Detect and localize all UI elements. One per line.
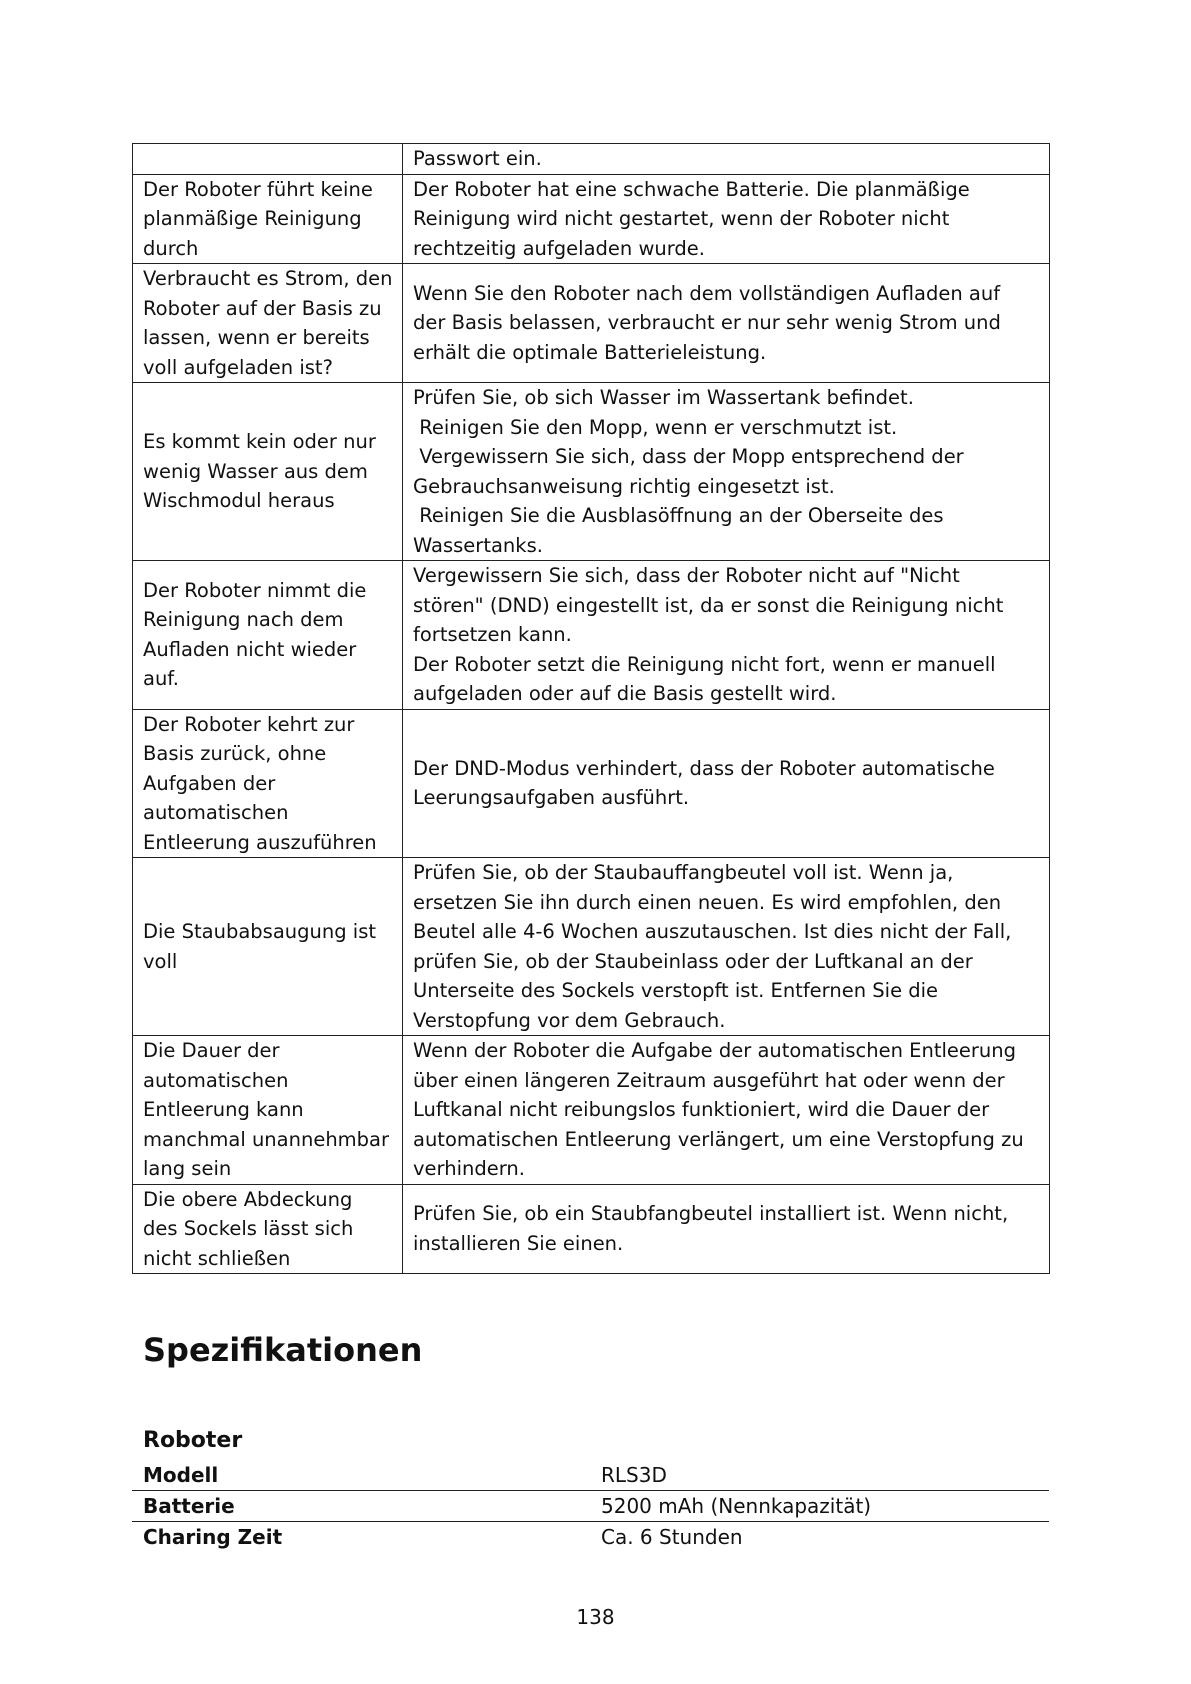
solution-line: Der Roboter hat eine schwache Batterie. Die planmäßige [413,177,970,201]
problem-line: Der Roboter kehrt zur [143,712,355,736]
problem-line: Roboter auf der Basis zu [143,296,382,320]
solution-line: verhindern. [413,1157,525,1180]
table-row [133,144,1050,175]
solution-cell [403,383,1050,561]
problem-line: des Sockels lässt sich [143,1217,354,1240]
solution-line: Prüfen Sie, ob der Staubauffangbeutel voll ist. Wenn ja, [413,861,954,884]
problem-line: Die Staubabsaugung ist [143,920,377,943]
solution-cell [403,264,1050,383]
problem-line: Der Roboter führt keine [143,177,373,201]
solution-line: aufgeladen oder auf die Basis gestellt wird. [413,682,837,705]
solution-line: rechtzeitig aufgeladen wurde. [413,236,706,260]
problem-cell [133,858,403,1036]
spec-value: Ca. 6 Stunden [601,1525,743,1549]
solution-line: stören" (DND) eingestellt ist, da er sonst die Reinigung nicht [413,593,1004,617]
solution-line: Wenn Sie den Roboter nach dem vollständigen Aufladen auf [413,281,1001,305]
solution-line: prüfen Sie, ob der Staubeinlass oder der Luftkanal an der [413,949,973,973]
solution-line: der Basis belassen, verbraucht er nur sehr wenig Strom und [413,311,1001,335]
problem-cell [133,264,403,383]
problem-line: voll [143,949,178,973]
solution-cell [403,174,1050,264]
spec-row-charging-time [132,1522,1049,1552]
solution-line: Leerungsaufgaben ausführt. [413,786,690,810]
problem-line: Aufladen nicht wieder [143,637,357,661]
solution-line: Wassertanks. [413,533,543,557]
solution-line: Luftkanal nicht reibungslos funktioniert, wird die Dauer der [413,1098,990,1121]
problem-line: manchmal unannehmbar [143,1127,390,1151]
problem-line: auf. [143,667,179,691]
solution-line: ersetzen Sie ihn durch einen neuen. Es wird empfohlen, den [413,890,1002,914]
robot-section-heading: Roboter [143,1428,243,1453]
problem-line: Es kommt kein oder nur [143,430,376,454]
problem-cell [133,383,403,561]
solution-cell [403,144,1050,175]
problem-line: Wischmodul heraus [143,489,335,513]
solution-line: Reinigen Sie die Ausblasöffnung an der Oberseite des [413,504,944,527]
problem-line: Entleerung auszuführen [143,830,377,854]
problem-cell [133,174,403,264]
troubleshooting-table [132,143,1050,1274]
problem-line: voll aufgeladen ist? [143,355,333,379]
problem-line: automatischen [143,1068,289,1092]
solution-line: Der Roboter setzt die Reinigung nicht fort, wenn er manuell [413,652,996,676]
problem-line: durch [143,236,199,260]
solution-line: Reinigen Sie den Mopp, wenn er verschmutzt ist. [413,415,898,439]
table-row [133,1036,1050,1185]
solution-cell [403,1036,1050,1185]
table-row [133,1184,1050,1274]
problem-line: Die Dauer der [143,1039,280,1062]
problem-line: Die obere Abdeckung [143,1187,353,1211]
solution-line: automatischen Entleerung verlängert, um eine Verstopfung zu [413,1127,1024,1151]
problem-line: nicht schließen [143,1246,291,1270]
problem-line: planmäßige Reinigung [143,207,362,230]
solution-cell [403,561,1050,710]
solution-line: Vergewissern Sie sich, dass der Roboter nicht auf "Nicht [413,564,960,587]
problem-cell [133,561,403,710]
spec-label: Batterie [143,1494,235,1518]
problem-line: lang sein [143,1157,232,1180]
spec-label: Charing Zeit [143,1525,283,1549]
solution-line: Gebrauchsanweisung richtig eingesetzt ist. [413,474,835,498]
spec-value: RLS3D [601,1463,667,1487]
problem-line: lassen, wenn er bereits [143,326,370,349]
solution-line: Prüfen Sie, ob sich Wasser im Wassertank befindet. [413,386,914,409]
table-row [133,264,1050,383]
solution-line: Beutel alle 4-6 Wochen auszutauschen. Ist dies nicht der Fall, [413,920,1012,943]
solution-line: über einen längeren Zeitraum ausgeführt hat oder wenn der [413,1068,1005,1092]
solution-cell [403,858,1050,1036]
table-row [133,709,1050,858]
problem-line: Verbraucht es Strom, den [143,267,393,290]
solution-line: Vergewissern Sie sich, dass der Mopp entsprechend der [413,445,964,468]
problem-cell [133,709,403,858]
problem-line: Basis zurück, ohne [143,742,327,765]
solution-line: Der DND-Modus verhindert, dass der Roboter automatische [413,756,995,780]
solution-cell [403,1184,1050,1274]
solution-line: erhält die optimale Batterieleistung. [413,340,767,364]
spec-value: 5200 mAh (Nennkapazität) [601,1494,872,1518]
solution-line: Unterseite des Sockels verstopft ist. Entfernen Sie die [413,979,939,1002]
spec-row-battery [132,1491,1049,1522]
solution-cell [403,709,1050,858]
solution-line: fortsetzen kann. [413,623,572,646]
specifications-heading: Spezifikationen [143,1331,423,1369]
table-row [133,383,1050,561]
solution-line: Wenn der Roboter die Aufgabe der automatischen Entleerung [413,1039,1016,1062]
page-number: 138 [576,1605,615,1629]
problem-line: automatischen [143,801,289,824]
table-row [133,858,1050,1036]
problem-cell [133,144,403,175]
table-row [133,174,1050,264]
table-row [133,561,1050,710]
solution-line: Reinigung wird nicht gestartet, wenn der Roboter nicht [413,207,950,230]
problem-line: Reinigung nach dem [143,608,344,632]
problem-line: Entleerung kann [143,1098,304,1121]
specifications-list [132,1460,1049,1552]
problem-line: Der Roboter nimmt die [143,578,367,602]
problem-cell [133,1036,403,1185]
spec-row-model [132,1460,1049,1491]
solution-line: Passwort ein. [413,147,542,170]
solution-line: Verstopfung vor dem Gebrauch. [413,1008,726,1032]
problem-line: Aufgaben der [143,771,276,795]
problem-cell [133,1184,403,1274]
solution-line: Prüfen Sie, ob ein Staubfangbeutel installiert ist. Wenn nicht, [413,1202,1009,1226]
problem-line: wenig Wasser aus dem [143,459,368,483]
spec-label: Modell [143,1463,219,1487]
solution-line: installieren Sie einen. [413,1231,624,1255]
